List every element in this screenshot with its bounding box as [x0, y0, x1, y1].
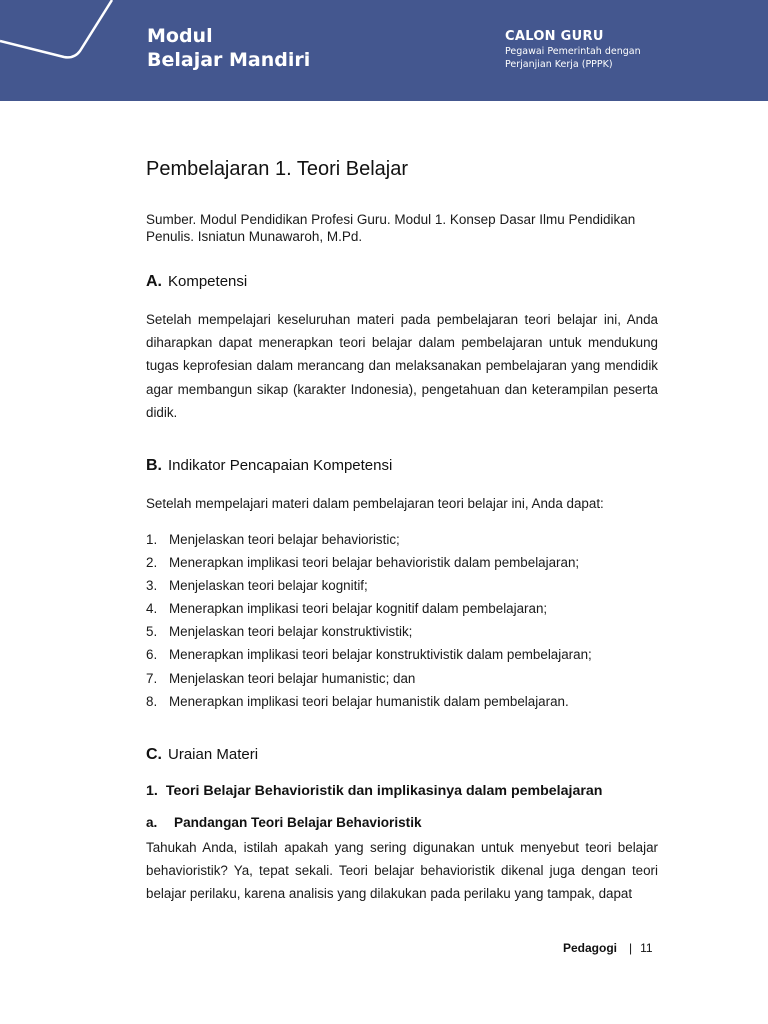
subsection-a-title: Pandangan Teori Belajar Behavioristik [174, 815, 422, 830]
section-a-paragraph: Setelah mempelajari keseluruhan materi pada pembelajaran teori belajar ini, Anda diharapkan dapat menerapkan teori belajar dalam pembelajaran untuk mendukung tugas keprofesian dalam merancang dan melaksanakan pembelajaran yang mendidik agar membangun sikap (karakter Indonesia), pengetahuan dan keterampilan peserta didik. [146, 312, 658, 420]
section-c-paragraph: Tahukah Anda, istilah apakah yang sering digunakan untuk menyebut teori belajar behavioristik? Ya, tepat sekali. Teori belajar behavioristik dikenal juga dengan teori belajar perilaku, karena analisis yang dilakukan pada perilaku yang tampak, dapat [146, 840, 658, 902]
section-c-heading [146, 746, 258, 764]
subsection-1-title: Teori Belajar Behavioristik dan implikasinya dalam pembelajaran [165, 783, 603, 799]
list-item: 8. Menerapkan implikasi teori belajar humanistik dalam pembelajaran. [146, 693, 569, 709]
section-b-letter: B. [146, 457, 162, 474]
subsection-a-heading [146, 815, 422, 830]
page-number: 11 [640, 941, 653, 955]
list-item: 7. Menjelaskan teori belajar humanistic; dan [146, 670, 416, 686]
header-side-info [505, 29, 641, 71]
section-b-intro: Setelah mempelajari materi dalam pembelajaran teori belajar ini, Anda dapat: [146, 496, 604, 511]
brand-line-1: Modul [147, 25, 213, 47]
section-a-letter: A. [146, 273, 162, 290]
list-item: 2. Menerapkan implikasi teori belajar behavioristik dalam pembelajaran; [146, 555, 580, 571]
section-a-heading [146, 273, 247, 291]
side-line-2: Perjanjian Kerja (PPPK) [505, 59, 613, 70]
footer-label: Pedagogi [563, 941, 618, 955]
section-c-letter: C. [146, 746, 162, 763]
subsection-1-heading [146, 783, 602, 799]
list-item: 3. Menjelaskan teori belajar kognitif; [146, 578, 368, 594]
list-item: 4. Menerapkan implikasi teori belajar kognitif dalam pembelajaran; [146, 601, 548, 617]
source-info [146, 211, 666, 245]
list-item: 5. Menjelaskan teori belajar konstruktivistik; [146, 624, 413, 640]
page-footer [563, 941, 653, 955]
page-header [0, 0, 768, 101]
subsection-1-number: 1. [146, 783, 158, 799]
subsection-a-letter: a. [146, 815, 158, 830]
section-b-title: Indikator Pencapaian Kompetensi [168, 457, 393, 474]
module-brand [147, 24, 310, 72]
section-c-title: Uraian Materi [168, 746, 259, 763]
indicator-list [146, 528, 666, 713]
source-line-1: Sumber. Modul Pendidikan Profesi Guru. Modul 1. Konsep Dasar Ilmu Pendidikan [146, 212, 636, 227]
source-line-2: Penulis. Isniatun Munawaroh, M.Pd. [146, 229, 363, 244]
side-title: CALON GURU [505, 29, 604, 44]
page-title: Pembelajaran 1. Teori Belajar [146, 158, 409, 180]
list-item: 6. Menerapkan implikasi teori belajar konstruktivistik dalam pembelajaran; [146, 647, 592, 663]
decorative-outline-icon [0, 0, 140, 101]
list-item: 1. Menjelaskan teori belajar behavioristic; [146, 532, 400, 547]
side-line-1: Pegawai Pemerintah dengan [505, 46, 641, 57]
brand-line-2: Belajar Mandiri [147, 49, 311, 71]
section-a-title: Kompetensi [168, 273, 248, 290]
section-b-heading [146, 457, 392, 475]
footer-separator: | [629, 941, 633, 955]
